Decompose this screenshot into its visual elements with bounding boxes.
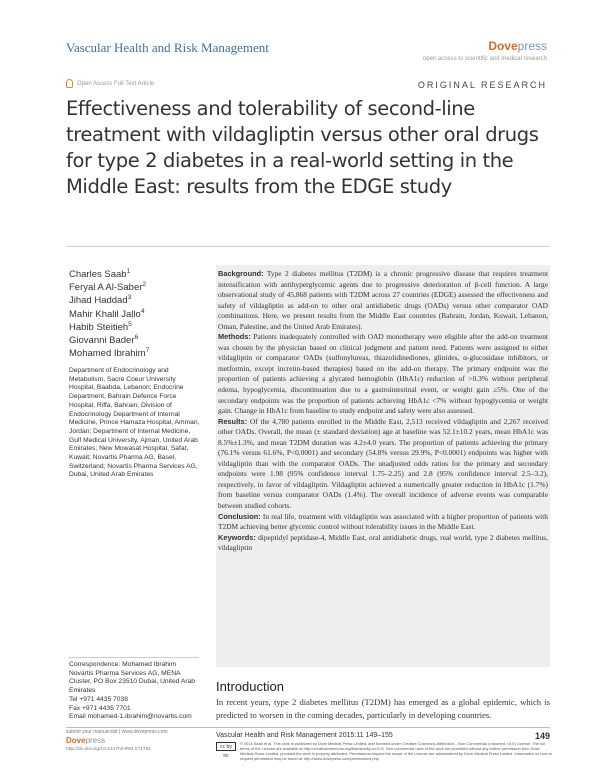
correspondence-address: Novartis Pharma Services AG, MENA Cluster, PO Box 23510 Dubai, United Arab Emirates <box>69 669 196 695</box>
citation: Vascular Health and Risk Management 2015:11 149–155 <box>216 732 393 739</box>
title-divider <box>66 246 550 247</box>
affiliations: Department of Endocrinology and Metabolism, Sacre Coeur University Hospital, Baabda, Lebanon; Endocrine Department, Bahrain Defence Force Hospital, Riffa, Bahrain; Division of Endocrinology Department of Internal Medicine, Prince Hamaza Hospital, Amman, Jordan; Department of Internal Medicine, Gulf Medical University, Ajman, United Arab Emirates; New Mowasat Hospital, Safat, Kuwait; Novartis Pharma AG, Basel, Switzerland; Novartis Pharma Services AG, Dubai, United Arab Emirates <box>69 367 200 479</box>
author: Habib Steitieh$^5$ <box>69 320 132 333</box>
abstract-box <box>216 265 550 667</box>
article-title: Effectiveness and tolerability of second-line treatment with vildagliptin versus other oral drugs for type 2 diabetes in a real-world setting in the Middle East: results from the EDGE study <box>66 97 539 198</box>
license-text: © 2015 Saab et al. This work is published by Dove Medical Press Limited, and licensed under Creative Commons Attribution – Non Commercial (unported, v3.0) License. The full terms of the License are available at http://creativecommons.org/licenses/by-nc/3.0/. Non-commercial uses of the work are permitted without any further permission from Dove Medical Press Limited, provided the work is properly attributed. Permissions beyond the scope of the License are administered by Dove Medical Press Limited. Information on how to request permission may be found at: http://www.dovepress.com/permissions.php <box>240 741 552 761</box>
submit-link[interactable]: submit your manuscript | www.dovepress.com <box>66 729 168 735</box>
author: Charles Saab$^1$ <box>69 267 131 280</box>
abstract-methods: Methods: Patients inadequately controlled with OAD monotherapy were eligible after the add-on treatment was chosen by the physician based on clinical judgment and patient need. Patients were assigned to either vildagliptin or comparator OADs (sulfonylureas, thiazolidinediones, glinides, α-glucosidase inhibitors, or metformin, except incretin-based therapies) based on the add-on therapy. The primary endpoint was the proportion of patients achieving a glycated hemoglobin (HbA1c) reduction of >0.3% without peripheral edema, hypoglycemia, discontinuation due to a gastrointestinal event, or weight gain ≥5%. One of the secondary endpoints was the proportion of patients achieving HbA1c <7% without hypoglycemia or weight gain. Change in HbA1c from baseline to study endpoint and safety were also assessed. <box>218 332 548 416</box>
brand-dove: Dove <box>488 39 518 53</box>
open-access-badge <box>66 79 154 88</box>
article-type: ORIGINAL RESEARCH <box>417 80 547 90</box>
author: Mohamed Ibrahim$^7$ <box>69 347 150 360</box>
section-heading: Introduction <box>216 679 284 694</box>
intro-paragraph: In recent years, type 2 diabetes mellitus (T2DM) has emerged as a global epidemic, which is predicted to worsen in the coming decades, particularly in developing countries. <box>216 697 550 721</box>
footer-divider <box>66 727 550 728</box>
publisher-tagline: open access to scientific and medical research <box>422 56 547 62</box>
correspondence-email[interactable]: Email mohamed-1.ibrahim@novartis.com <box>69 713 192 721</box>
correspondence-name: Correspondence: Mohamed Ibrahim <box>69 661 177 668</box>
footer-logo[interactable]: Dovepress <box>66 736 106 745</box>
correspondence <box>69 661 201 722</box>
abstract-keywords: Keywords: dipeptidyl peptidase-4, Middle East, oral antidiabetic drugs, real world, type 2 diabetes mellitus, vildagliptin <box>218 532 548 553</box>
open-lock-icon <box>66 79 73 88</box>
abstract-conclusion: Conclusion: In real life, treatment with vildagliptin was associated with a higher proportion of patients with T2DM achieving better glycemic control without tolerability issues in the Middle East. <box>218 511 548 532</box>
author: Jihad Haddad$^3$ <box>69 294 132 307</box>
author-list <box>69 268 149 360</box>
brand-press: press <box>517 39 547 53</box>
abstract-background: Background: Type 2 diabetes mellitus (T2DM) is a chronic progressive disease that requires treatment intensification with antihyperglycemic agents due to progressive deterioration of β-cell function. A large observational study of 45,868 patients with T2DM across 27 countries (EDGE) assessed the effectiveness and safety of vildagliptin as add-on to other oral antidiabetic drugs (OADs) versus other comparator OAD combinations. Here, we present results from the Middle East countries (Bahrain, Jordan, Kuwait, Lebanon, Oman, Palestine, and the United Arab Emirates). <box>218 269 548 331</box>
correspondence-fax: Fax +971 4435 7701 <box>69 704 131 712</box>
author: Feryal A Al-Saber$^2$ <box>69 281 147 294</box>
publisher-logo[interactable] <box>488 39 547 53</box>
correspondence-tel: Tel +971 4435 7038 <box>69 695 128 703</box>
author: Mahir Khalil Jallo$^4$ <box>69 307 145 320</box>
journal-name: Vascular Health and Risk Management <box>66 40 269 55</box>
author: Giovanni Bader$^6$ <box>69 333 139 347</box>
cc-license-icon[interactable]: cc by nc <box>216 742 236 751</box>
correspondence-divider <box>69 657 199 658</box>
open-access-label: Open Access Full Text Article <box>77 80 155 87</box>
doi-link[interactable]: http://dx.doi.org/10.2147/VHRM.S71761 <box>66 747 152 752</box>
abstract-results: Results: Of the 4,780 patients enrolled in the Middle East, 2,513 received vildagliptin and 2,267 received other OADs. Overall, the mean (± standard deviation) age at baseline was 52.1±10.2 years, mean HbA1c was 8.5%±1.3%, and mean T2DM duration was 4.2±4.0 years. The proportion of patients achieving the primary (76.1% versus 61.6%, P<0.0001) and secondary (54.8% versus 29.9%, P<0.0001) endpoints was higher with vildagliptin than with the comparator OADs. The unadjusted odds ratios for the primary and secondary endpoints were 1.98 (95% confidence interval 1.75–2.25) and 2.8 (95% confidence interval 2.5–3.2), respectively, in favor of vildagliptin. Vildagliptin achieved a numerically greater reduction in HbA1c (1.7%) from baseline versus comparator OADs (1.4%). The overall incidence of adverse events was comparable between studied cohorts. <box>218 416 548 511</box>
page-number: 149 <box>534 731 550 741</box>
